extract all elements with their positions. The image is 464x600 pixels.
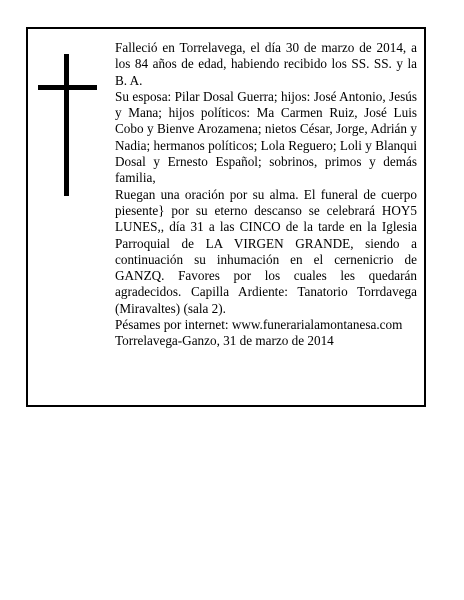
cross-horizontal-bar (38, 85, 97, 90)
family-paragraph: Su esposa: Pilar Dosal Guerra; hijos: José Antonio, Jesús y Mana; hijos políticos: Ma Carmen Ruiz, José Luis Cobo y Bienve Arozamena; nietos César, Jorge, Adrián y Nadia; hermanos políticos; Lola Reguero; Loli y Blanqui Dosal y Ernesto Español; sobrinos, primos y demás familia, (115, 88, 417, 186)
condolences-website-line: Pésames por internet: www.funerarialamontanesa.com (115, 317, 403, 333)
obituary-text (115, 40, 417, 350)
cross-vertical-bar (64, 54, 69, 196)
death-announcement-paragraph: Falleció en Torrelavega, el día 30 de marzo de 2014, a los 84 años de edad, habiendo recibido los SS. SS. y la B. A. (115, 40, 417, 88)
funeral-details-paragraph: Ruegan una oración por su alma. El funeral de cuerpo piesente} por su eterno descanso se celebrará HOY5 LUNES,, día 31 a las CINCO de la tarde en la Iglesia Parroquial de LA VIRGEN GRANDE, siendo a continuación su inhumación en el cernenicrio de GANZQ. Favores por los cuales les quedarán agradecidos. Capilla Ardiente: Tanatorio Torrdavega (Miravaltes) (sala 2). (115, 186, 417, 316)
place-date-line: Torrelavega-Ganzo, 31 de marzo de 2014 (115, 333, 334, 349)
